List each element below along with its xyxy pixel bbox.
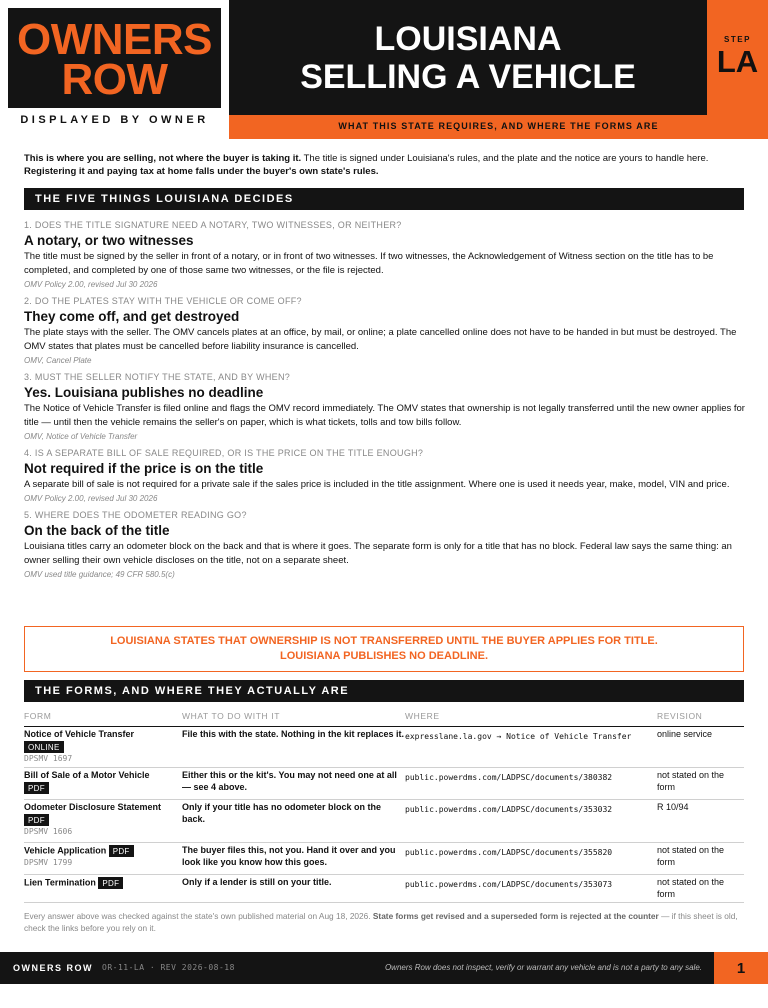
question-label: 2. DO THE PLATES STAY WITH THE VEHICLE OR COME OFF? xyxy=(24,296,302,306)
todo-cell: Only if your title has no odometer block on the back. xyxy=(182,802,382,824)
question-body: The title must be signed by the seller in front of a notary, or in front of two witnesses. If two witnesses, the Acknowledgement of Witness section on the title has to be completed, and completed by one of those same two witnesses, or the file is rejected. xyxy=(24,251,714,276)
subtitle: WHAT THIS STATE REQUIRES, AND WHERE THE FORMS ARE xyxy=(338,121,659,131)
question-body: A separate bill of sale is not required for a private sale if the sales price is included in the title assignment. Where one is used it needs year, make, model, VIN and price. xyxy=(24,479,730,490)
column-header-todo: WHAT TO DO WITH IT xyxy=(182,711,280,721)
logo-line2: ROW xyxy=(61,55,168,104)
question-item xyxy=(24,219,746,291)
tagline: DISPLAYED BY OWNER xyxy=(20,114,209,126)
column-header-form: FORM xyxy=(24,711,52,721)
revision-cell: not stated on the form xyxy=(657,770,725,792)
question-label: 1. DOES THE TITLE SIGNATURE NEED A NOTARY, TWO WITNESSES, OR NEITHER? xyxy=(24,220,402,230)
table-row xyxy=(24,843,744,875)
form-name: Odometer Disclosure Statement xyxy=(24,802,162,812)
question-source: OMV used title guidance; 49 CFR 580.5(c) xyxy=(24,570,175,579)
form-cell xyxy=(24,800,182,842)
step-label: STEP xyxy=(724,35,751,44)
question-item xyxy=(24,509,746,581)
step-code: LA xyxy=(716,44,759,79)
subtitle-bar xyxy=(229,115,768,139)
question-answer: Yes. Louisiana publishes no deadline xyxy=(24,385,264,400)
table-row xyxy=(24,768,744,800)
logo-text xyxy=(8,15,221,104)
ownership-callout xyxy=(24,626,744,672)
question-source: OMV, Notice of Vehicle Transfer xyxy=(24,432,138,441)
format-badge: PDF xyxy=(24,782,49,794)
todo-cell: Either this or the kit's. You may not need one at all — see 4 above. xyxy=(182,770,397,792)
column-header-where: WHERE xyxy=(405,711,440,721)
footer-brand: OWNERS ROW xyxy=(13,963,93,973)
form-name: Vehicle Application xyxy=(24,845,107,856)
step-badge xyxy=(707,0,768,115)
format-badge: PDF xyxy=(109,845,134,857)
form-cell xyxy=(24,843,182,874)
where-link[interactable]: public.powerdms.com/LADPSC/documents/353073 xyxy=(405,880,613,889)
where-link[interactable]: public.powerdms.com/LADPSC/documents/355820 xyxy=(405,848,613,857)
column-header-revision: REVISION xyxy=(657,711,703,721)
questions-list xyxy=(24,219,746,585)
question-source: OMV, Cancel Plate xyxy=(24,356,92,365)
revision-cell: online service xyxy=(657,729,713,739)
question-item xyxy=(24,295,746,367)
section-header-decisions: THE FIVE THINGS LOUISIANA DECIDES xyxy=(24,188,744,210)
form-name-line xyxy=(24,877,182,889)
intro-bold-2: Registering it and paying tax at home falls under the buyer's own state's rules. xyxy=(24,166,379,177)
footer-disclaimer: Owners Row does not inspect, verify or warrant any vehicle and is not a party to any sale. xyxy=(384,963,702,972)
callout-line2: LOUISIANA PUBLISHES NO DEADLINE. xyxy=(280,650,488,662)
footnote-text-1: Every answer above was checked against the state's own published material on Aug 18, 2026. xyxy=(24,911,373,921)
intro-text-1: The title is signed under Louisiana's rules, and the plate and the notice are yours to handle here. xyxy=(301,153,709,164)
todo-cell: The buyer files this, not you. Hand it over and you look like you know how this goes. xyxy=(182,845,396,867)
question-body: The plate stays with the seller. The OMV cancels plates at an office, by mail, or online; a plate cancelled online does not have to be handed in but must be destroyed. The OMV states that plates must be cancelled before liability insurance is cancelled. xyxy=(24,327,737,352)
form-name: Bill of Sale of a Motor Vehicle xyxy=(24,770,150,780)
question-body: Louisiana titles carry an odometer block on the back and that is where it goes. The separate form is only for a title that has no block. Federal law says the same thing: an owner selling their own vehicle discloses on the title, not on a separate sheet. xyxy=(24,541,732,566)
intro-paragraph xyxy=(24,152,746,178)
title-block xyxy=(229,0,707,115)
where-link[interactable]: public.powerdms.com/LADPSC/documents/353032 xyxy=(405,805,613,814)
form-cell xyxy=(24,768,182,799)
question-source: OMV Policy 2.00, revised Jul 30 2026 xyxy=(24,494,158,503)
question-answer: A notary, or two witnesses xyxy=(24,233,194,248)
verification-footnote xyxy=(24,910,746,934)
question-item xyxy=(24,447,746,505)
format-badge: PDF xyxy=(24,814,49,826)
question-label: 3. MUST THE SELLER NOTIFY THE STATE, AND BY WHEN? xyxy=(24,372,291,382)
footer-doc-code: OR-11-LA · REV 2026-08-18 xyxy=(102,963,235,972)
table-header-row xyxy=(24,709,744,727)
format-badge: ONLINE xyxy=(24,741,64,753)
revision-cell: not stated on the form xyxy=(657,845,725,867)
where-link[interactable]: public.powerdms.com/LADPSC/documents/380382 xyxy=(405,773,613,782)
form-code: DPSMV 1606 xyxy=(24,826,73,836)
question-answer: Not required if the price is on the title xyxy=(24,461,264,476)
form-name-line xyxy=(24,845,182,857)
question-answer: On the back of the title xyxy=(24,523,170,538)
form-name: Lien Termination xyxy=(24,877,96,888)
question-source: OMV Policy 2.00, revised Jul 30 2026 xyxy=(24,280,158,289)
todo-cell: Only if a lender is still on your title. xyxy=(182,877,332,887)
question-label: 4. IS A SEPARATE BILL OF SALE REQUIRED, OR IS THE PRICE ON THE TITLE ENOUGH? xyxy=(24,448,424,458)
form-cell xyxy=(24,727,182,767)
page-header xyxy=(0,0,768,139)
logo xyxy=(8,8,221,108)
revision-cell: not stated on the form xyxy=(657,877,725,899)
question-label: 5. WHERE DOES THE ODOMETER READING GO? xyxy=(24,510,247,520)
table-row xyxy=(24,800,744,843)
table-row xyxy=(24,875,744,903)
format-badge: PDF xyxy=(98,877,123,889)
revision-cell: R 10/94 xyxy=(657,802,689,812)
where-link[interactable]: expresslane.la.gov → Notice of Vehicle Transfer xyxy=(405,732,632,741)
page-footer xyxy=(0,952,768,984)
todo-cell: File this with the state. Nothing in the kit replaces it. xyxy=(182,729,405,739)
forms-table xyxy=(24,709,744,903)
table-row xyxy=(24,727,744,768)
intro-bold-1: This is where you are selling, not where the buyer is taking it. xyxy=(24,153,302,164)
form-code: DPSMV 1799 xyxy=(24,858,73,867)
title-line1: LOUISIANA xyxy=(374,20,562,58)
title-line2: SELLING A VEHICLE xyxy=(300,58,636,96)
footnote-text-2: — if this sheet is old, check the links before you rely on it. xyxy=(24,911,738,933)
form-name: Notice of Vehicle Transfer xyxy=(24,729,135,739)
logo-line1: OWNERS xyxy=(17,15,212,64)
footnote-bold: State forms get revised and a superseded form is rejected at the counter xyxy=(372,911,659,921)
page-title xyxy=(229,20,707,96)
page-number: 1 xyxy=(714,952,768,984)
question-item xyxy=(24,371,746,443)
question-answer: They come off, and get destroyed xyxy=(24,309,240,324)
question-body: The Notice of Vehicle Transfer is filed online and flags the OMV record immediately. The OMV states that ownership is not legally transferred until the new owner applies for title — until then the vehicle remains the seller's on paper, which is what tickets, tolls and tow bills follow. xyxy=(24,403,745,428)
callout-line1: LOUISIANA STATES THAT OWNERSHIP IS NOT TRANSFERRED UNTIL THE BUYER APPLIES FOR TITLE. xyxy=(110,635,658,647)
section-header-forms: THE FORMS, AND WHERE THEY ACTUALLY ARE xyxy=(24,680,744,702)
form-cell xyxy=(24,875,182,902)
form-code: DPSMV 1697 xyxy=(24,753,73,763)
